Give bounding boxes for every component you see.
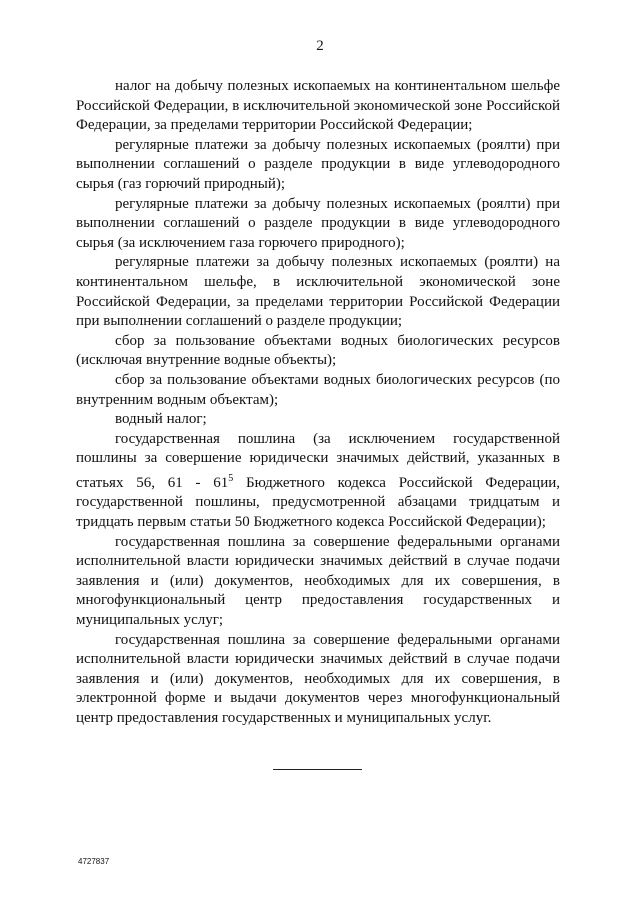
paragraph: водный налог; [115,411,207,428]
article-superscript: 5 [228,472,234,484]
paragraph: государственная пошлина за совершение федеральными органами исполнительной власти юридически значимых действий в случае подачи заявления и (или) документов, необходимых для их совершения, в электронной форме и выдачи документов через многофункциональный центр предоставления государственных и муниципальных услуг. [76,631,560,726]
paragraph: регулярные платежи за добычу полезных ископаемых (роялти) при выполнении соглашений о разделе продукции в виде углеводородного сырья (за исключением газа горючего природного); [76,195,560,251]
paragraph: регулярные платежи за добычу полезных ископаемых (роялти) на континентальном шельфе, в исключительной экономической зоне Российской Федерации, за пределами территории Российской Федерации при выполнении соглашений о разделе продукции; [76,254,560,330]
document-body [76,77,560,729]
paragraph: сбор за пользование объектами водных биологических ресурсов (исключая внутренние водные объекты); [76,332,560,369]
page-number: 2 [316,38,324,54]
paragraph: налог на добычу полезных ископаемых на континентальном шельфе Российской Федерации, в исключительной экономической зоне Российской Федерации, за пределами территории Российской Федерации; [76,78,560,134]
duty-text-end: Бюджетного кодекса Российской Федерации, государственной пошлины, предусмотренной абзацами тридцатым и тридцать первым статьи 50 Бюджетного кодекса Российской Федерации); [76,474,560,531]
paragraph: государственная пошлина за совершение федеральными органами исполнительной власти юридически значимых действий в случае подачи заявления и (или) документов, необходимых для их совершения, в многофункциональный центр предоставления государственных и муниципальных услуг; [76,533,560,629]
paragraph: регулярные платежи за добычу полезных ископаемых (роялти) при выполнении соглашений о разделе продукции в виде углеводородного сырья (газ горючий природный); [76,136,560,192]
end-divider-line [273,769,362,770]
paragraph: сбор за пользование объектами водных биологических ресурсов (по внутренним водным объектам); [76,371,560,408]
duty-text-start: государственная пошлина (за исключением государственной пошлины за совершение юридически значимых действий, указанных в статьях 56, 61 - 61 [76,430,560,491]
duty-paragraph [76,430,560,533]
document-code: 4727837 [78,857,110,866]
